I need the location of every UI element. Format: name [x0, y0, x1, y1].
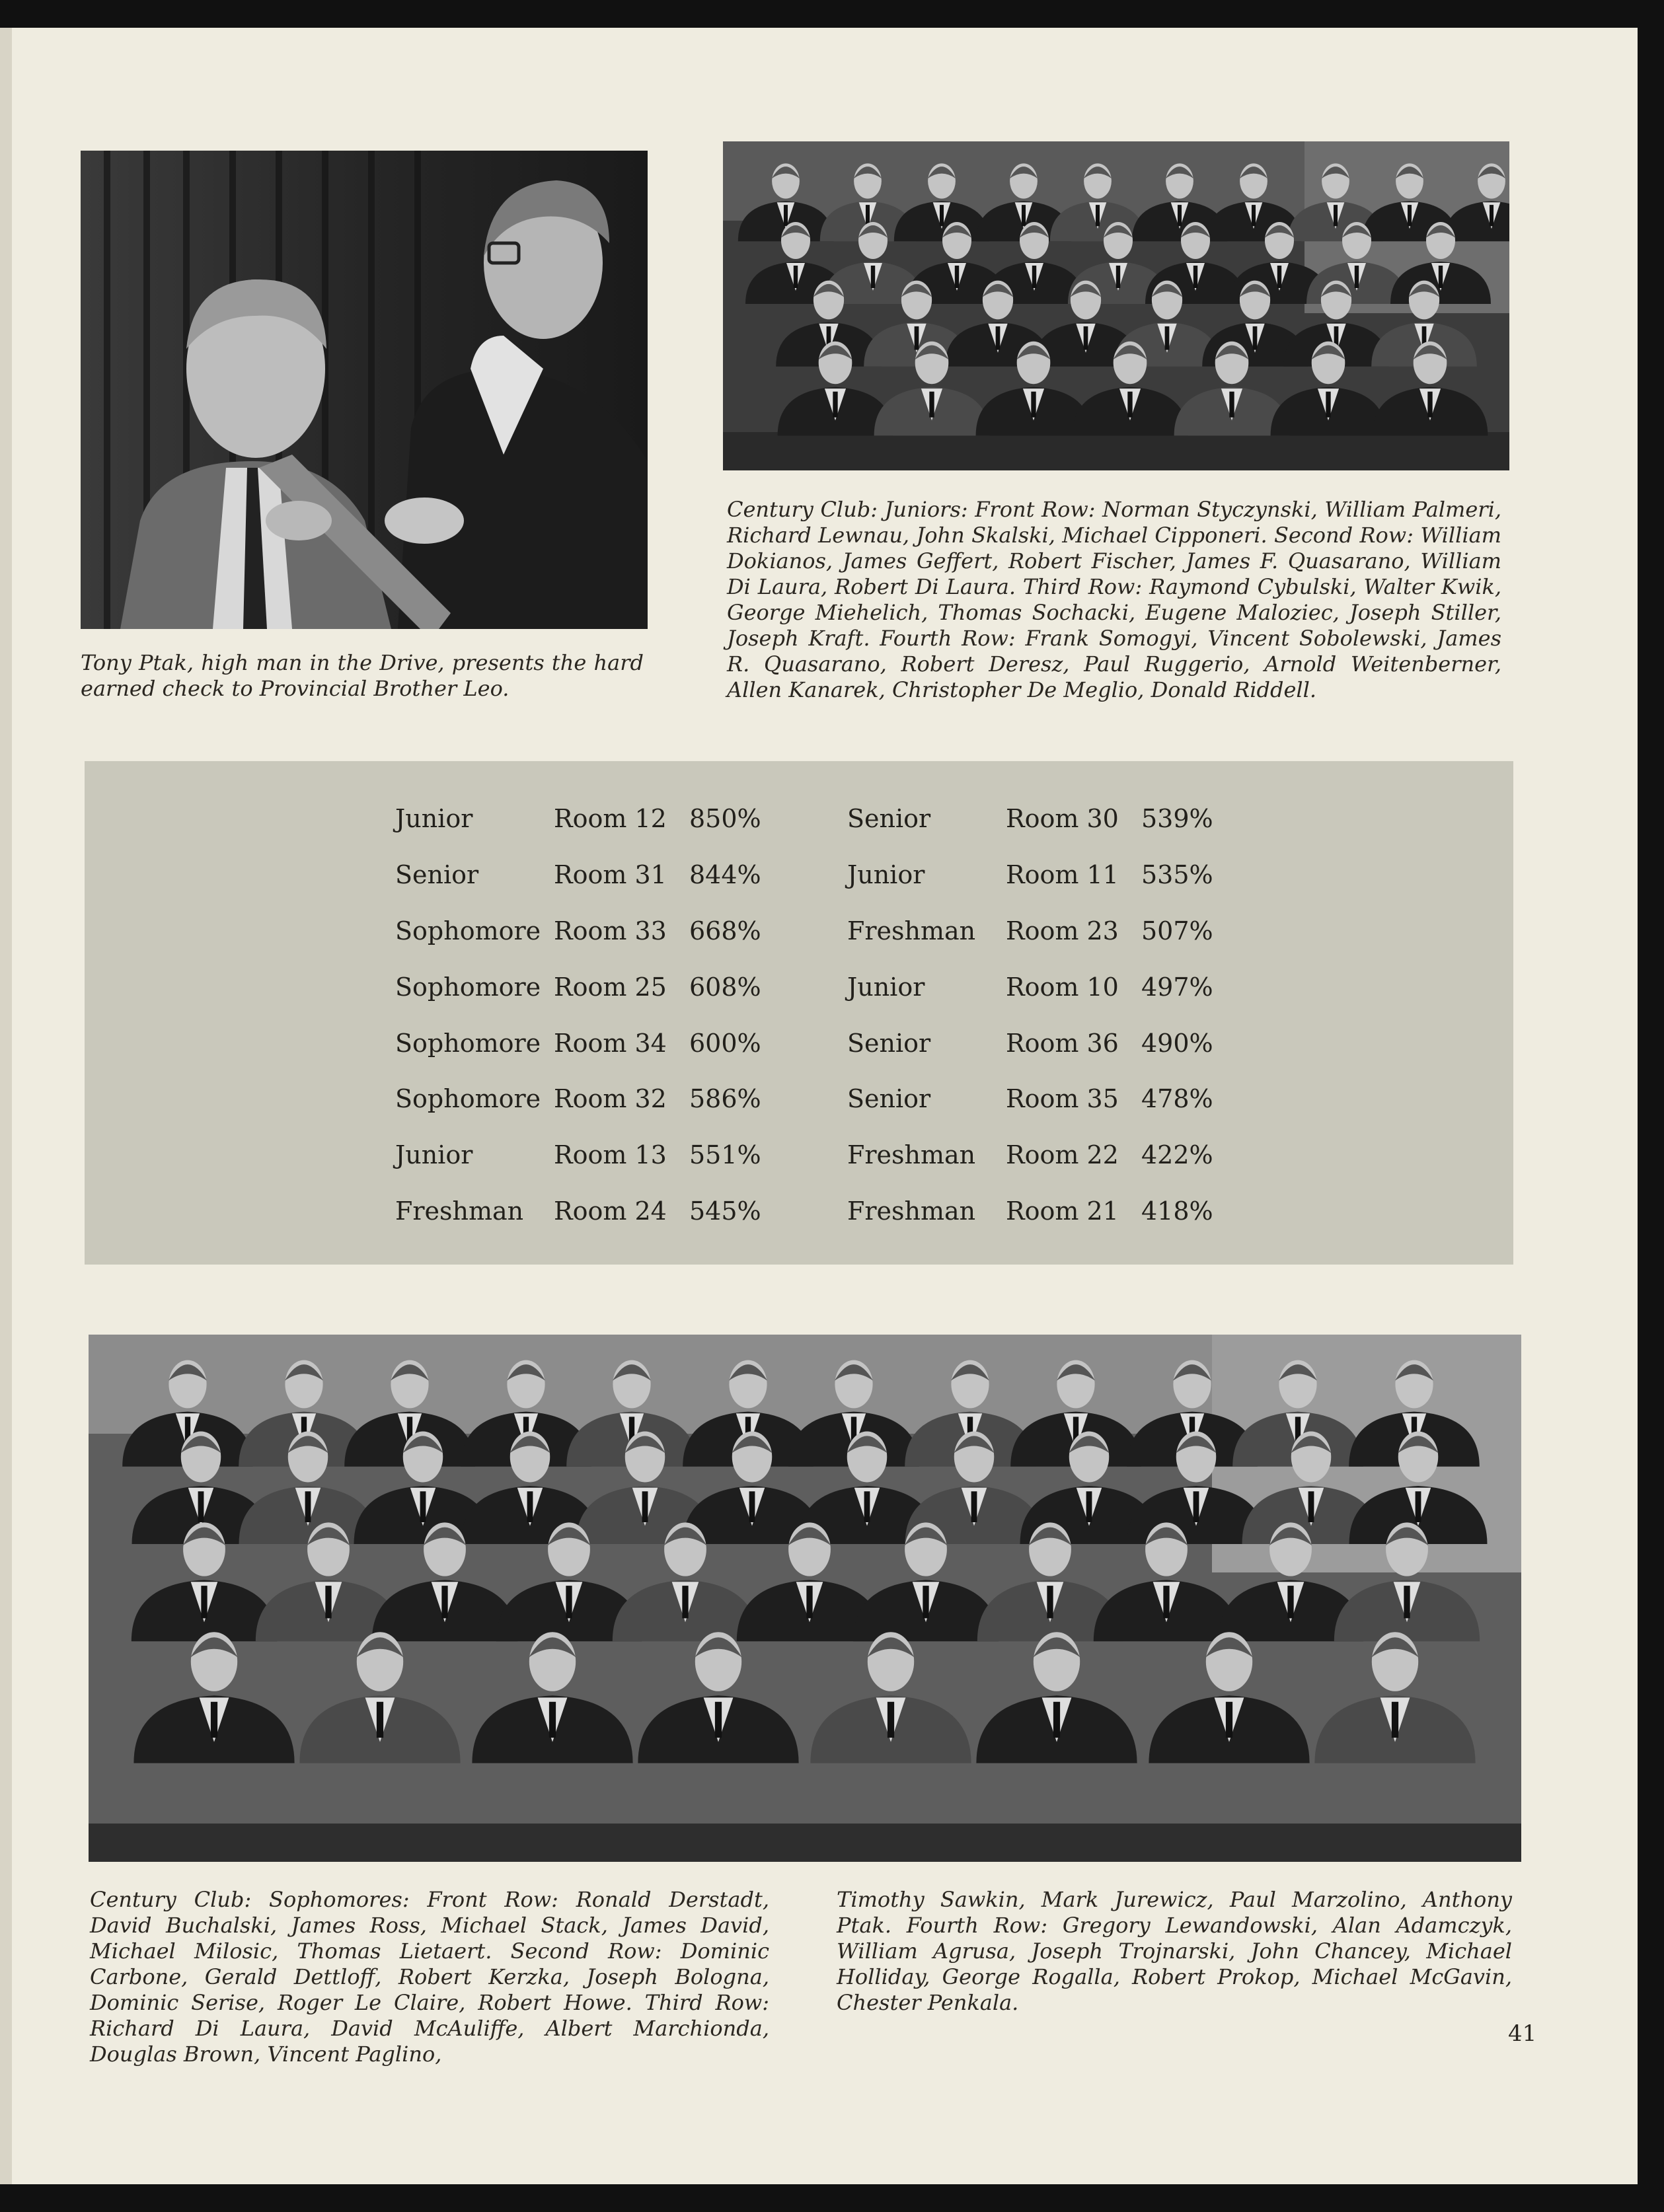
room-percentage: 490% [1141, 1028, 1213, 1058]
room-ranking-row [395, 959, 782, 1015]
junior-century-club-photo [723, 141, 1509, 470]
room-class: Junior [847, 860, 925, 890]
room-ranking-row [395, 1127, 782, 1183]
room-ranking-row [395, 1183, 782, 1239]
room-number: Room 21 [1006, 1196, 1119, 1226]
room-ranking-row [847, 1127, 1234, 1183]
scan-border-right [1638, 0, 1664, 2212]
room-percentage: 478% [1141, 1084, 1213, 1114]
room-class: Senior [847, 804, 931, 834]
photo1-caption [81, 650, 644, 702]
room-class: Junior [847, 972, 925, 1002]
room-ranking-left-column [395, 791, 782, 1239]
scan-border-bottom [0, 2184, 1664, 2212]
room-number: Room 35 [1006, 1084, 1119, 1114]
room-number: Room 13 [554, 1140, 667, 1170]
room-percentage: 608% [689, 972, 761, 1002]
page-edge-left [0, 0, 12, 2212]
room-ranking-row [847, 903, 1234, 959]
room-ranking-row [847, 1183, 1234, 1239]
room-ranking-row [847, 791, 1234, 847]
photo3-caption-col2 [837, 1887, 1512, 2016]
room-ranking-right-column [847, 791, 1234, 1239]
room-ranking-panel [85, 761, 1513, 1265]
room-class: Freshman [847, 1196, 976, 1226]
room-ranking-row [395, 791, 782, 847]
photo2-caption [727, 497, 1501, 703]
room-percentage: 545% [689, 1196, 761, 1226]
room-ranking-row [395, 903, 782, 959]
room-number: Room 11 [1006, 860, 1119, 890]
room-percentage: 586% [689, 1084, 761, 1114]
room-class: Junior [395, 804, 473, 834]
photo3-caption-col1-text: Century Club: Sophomores: Front Row: Ronald Derstadt, David Buchalski, James Ross, Michael Stack, James David, Michael Milosic, Thomas Lietaert. Second Row: Dominic Carbone, Gerald Dettloff, Robert Kerzka, Joseph Bologna, Dominic Serise, Roger Le Claire, Robert Howe. Third Row: Richard Di Laura, David McAuliffe, Albert Marchionda, Douglas Brown, Vincent Paglino, [90, 1887, 769, 2067]
room-number: Room 30 [1006, 804, 1119, 834]
room-number: Room 25 [554, 972, 667, 1002]
room-number: Room 24 [554, 1196, 667, 1226]
room-class: Freshman [847, 1140, 976, 1170]
room-number: Room 23 [1006, 916, 1119, 945]
room-ranking-row [395, 847, 782, 903]
sophomore-century-club-photo [89, 1335, 1521, 1862]
room-class: Sophomore [395, 972, 541, 1002]
room-ranking-row [847, 847, 1234, 903]
room-class: Senior [847, 1084, 931, 1114]
check-presentation-photo [81, 151, 648, 629]
photo2-caption-text: Century Club: Juniors: Front Row: Norman Styczynski, William Palmeri, Richard Lewnau, John Skalski, Michael Cipponeri. Second Row: William Dokianos, James Geffert, Robert Fischer, James F. Quasarano, William Di Laura, Robert Di Laura. Third Row: Raymond Cybulski, Walter Kwik, George Miehelich, Thomas Sochacki, Eugene Maloziec, Joseph Stiller, Joseph Kraft. Fourth Row: Frank Somogyi, Vincent Sobolewski, James R. Quasarano, Robert Deresz, Paul Ruggerio, Arnold Weitenberner, Allen Kanarek, Christopher De Meglio, Donald Riddell. [727, 497, 1501, 702]
room-percentage: 418% [1141, 1196, 1213, 1226]
room-percentage: 535% [1141, 860, 1213, 890]
room-class: Freshman [395, 1196, 524, 1226]
room-number: Room 31 [554, 860, 667, 890]
room-ranking-row [847, 959, 1234, 1015]
room-number: Room 10 [1006, 972, 1119, 1002]
room-class: Sophomore [395, 916, 541, 945]
room-percentage: 497% [1141, 972, 1213, 1002]
room-number: Room 34 [554, 1028, 667, 1058]
scan-border-top [0, 0, 1664, 28]
room-percentage: 600% [689, 1028, 761, 1058]
room-percentage: 844% [689, 860, 761, 890]
photo1-caption-text: Tony Ptak, high man in the Drive, presents the hard earned check to Provincial Brother Leo. [81, 650, 644, 701]
room-number: Room 33 [554, 916, 667, 945]
room-class: Sophomore [395, 1084, 541, 1114]
room-ranking-row [847, 1015, 1234, 1071]
room-number: Room 36 [1006, 1028, 1119, 1058]
room-class: Freshman [847, 916, 976, 945]
room-number: Room 32 [554, 1084, 667, 1114]
photo3-caption-col1 [90, 1887, 769, 2067]
room-percentage: 507% [1141, 916, 1213, 945]
room-ranking-row [847, 1071, 1234, 1127]
room-ranking-row [395, 1015, 782, 1071]
room-percentage: 551% [689, 1140, 761, 1170]
room-class: Senior [847, 1028, 931, 1058]
room-class: Sophomore [395, 1028, 541, 1058]
room-number: Room 12 [554, 804, 667, 834]
room-ranking-row [395, 1071, 782, 1127]
page-number: 41 [1508, 2020, 1537, 2047]
room-class: Senior [395, 860, 479, 890]
room-percentage: 422% [1141, 1140, 1213, 1170]
photo3-caption-col2-text: Timothy Sawkin, Mark Jurewicz, Paul Marzolino, Anthony Ptak. Fourth Row: Gregory Lewandowski, Alan Adamczyk, William Agrusa, Joseph Trojnarski, John Chancey, Michael Holliday, George Rogalla, Robert Prokop, Michael McGavin, Chester Penkala. [837, 1887, 1512, 2015]
room-percentage: 668% [689, 916, 761, 945]
room-percentage: 850% [689, 804, 761, 834]
room-percentage: 539% [1141, 804, 1213, 834]
room-number: Room 22 [1006, 1140, 1119, 1170]
room-class: Junior [395, 1140, 473, 1170]
